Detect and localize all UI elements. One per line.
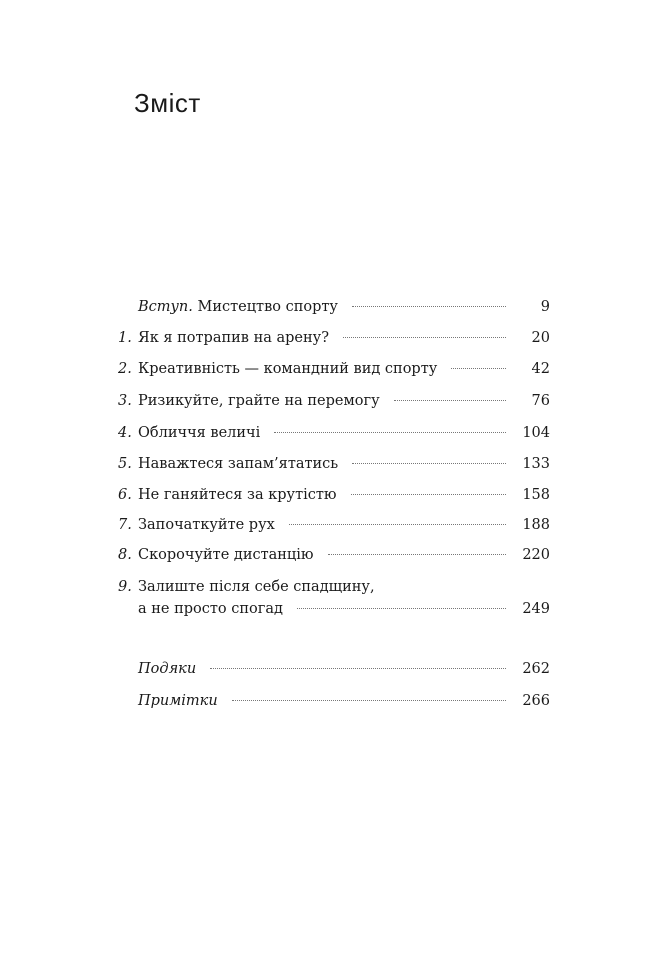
dot-leader: [343, 337, 506, 338]
toc-entry-chapter-9[interactable]: [118, 578, 550, 596]
dot-leader: [351, 494, 507, 495]
entry-number: 6.: [118, 487, 132, 503]
entry-number: 5.: [118, 456, 132, 472]
toc-entry-chapter-7[interactable]: [118, 516, 550, 534]
entry-title: Започаткуйте рух: [138, 517, 275, 533]
entry-number: 1.: [118, 330, 132, 346]
dot-leader: [297, 608, 506, 609]
dot-leader: [274, 432, 506, 433]
entry-title-text: Мистецтво спорту: [192, 299, 338, 315]
entry-title: Ризикуйте, грайте на перемогу: [138, 393, 380, 409]
dot-leader: [328, 554, 506, 555]
entry-number: 4.: [118, 425, 132, 441]
dot-leader: [451, 368, 506, 369]
entry-title: Примітки: [138, 693, 218, 709]
entry-page-number: 76: [531, 393, 550, 409]
entry-page-number: 220: [522, 547, 550, 563]
entry-title: Скорочуйте дистанцію: [138, 547, 314, 563]
entry-title: Не ганяйтеся за крутістю: [138, 487, 337, 503]
toc-entry-acknowledgements[interactable]: [118, 660, 550, 678]
toc-entry-chapter-1[interactable]: [118, 329, 550, 347]
entry-page-number: 266: [522, 693, 550, 709]
dot-leader: [394, 400, 506, 401]
entry-number: 7.: [118, 517, 132, 533]
toc-entry-chapter-4[interactable]: [118, 424, 550, 442]
toc-entry-intro[interactable]: [118, 298, 550, 316]
entry-title: Подяки: [138, 661, 197, 677]
toc-entry-chapter-3[interactable]: [118, 392, 550, 410]
toc-entry-chapter-9-continued[interactable]: [118, 600, 550, 618]
toc-entry-chapter-2[interactable]: [118, 360, 550, 378]
entry-page-number: 9: [540, 299, 550, 315]
entry-number: 8.: [118, 547, 132, 563]
toc-entry-notes[interactable]: [118, 692, 550, 710]
dot-leader: [352, 306, 506, 307]
entry-number: 9.: [118, 579, 132, 595]
entry-page-number: 42: [531, 361, 550, 377]
entry-page-number: 104: [522, 425, 550, 441]
page-title: Зміст: [134, 88, 201, 118]
entry-page-number: 188: [522, 517, 550, 533]
toc-entry-chapter-6[interactable]: [118, 486, 550, 504]
toc-entry-chapter-5[interactable]: [118, 455, 550, 473]
entry-title: Наважтеся запам’ятатись: [138, 456, 339, 472]
entry-number: 2.: [118, 361, 132, 377]
entry-title-line-2: а не просто спогад: [138, 601, 283, 617]
entry-number: 3.: [118, 393, 132, 409]
entry-title-line-1: Залиште після себе спадщину,: [138, 579, 375, 595]
entry-title-prefix: Вступ.: [138, 299, 193, 315]
dot-leader: [289, 524, 506, 525]
entry-page-number: 133: [522, 456, 550, 472]
entry-page-number: 262: [522, 661, 550, 677]
dot-leader: [210, 668, 506, 669]
toc-entry-chapter-8[interactable]: [118, 546, 550, 564]
entry-title: Як я потрапив на арену?: [138, 330, 329, 346]
entry-title: Креативність — командний вид спорту: [138, 361, 438, 377]
entry-page-number: 158: [522, 487, 550, 503]
entry-page-number: 249: [522, 601, 550, 617]
dot-leader: [232, 700, 506, 701]
entry-page-number: 20: [531, 330, 550, 346]
dot-leader: [352, 463, 506, 464]
entry-title: [138, 298, 338, 316]
entry-title: Обличчя величі: [138, 425, 261, 441]
